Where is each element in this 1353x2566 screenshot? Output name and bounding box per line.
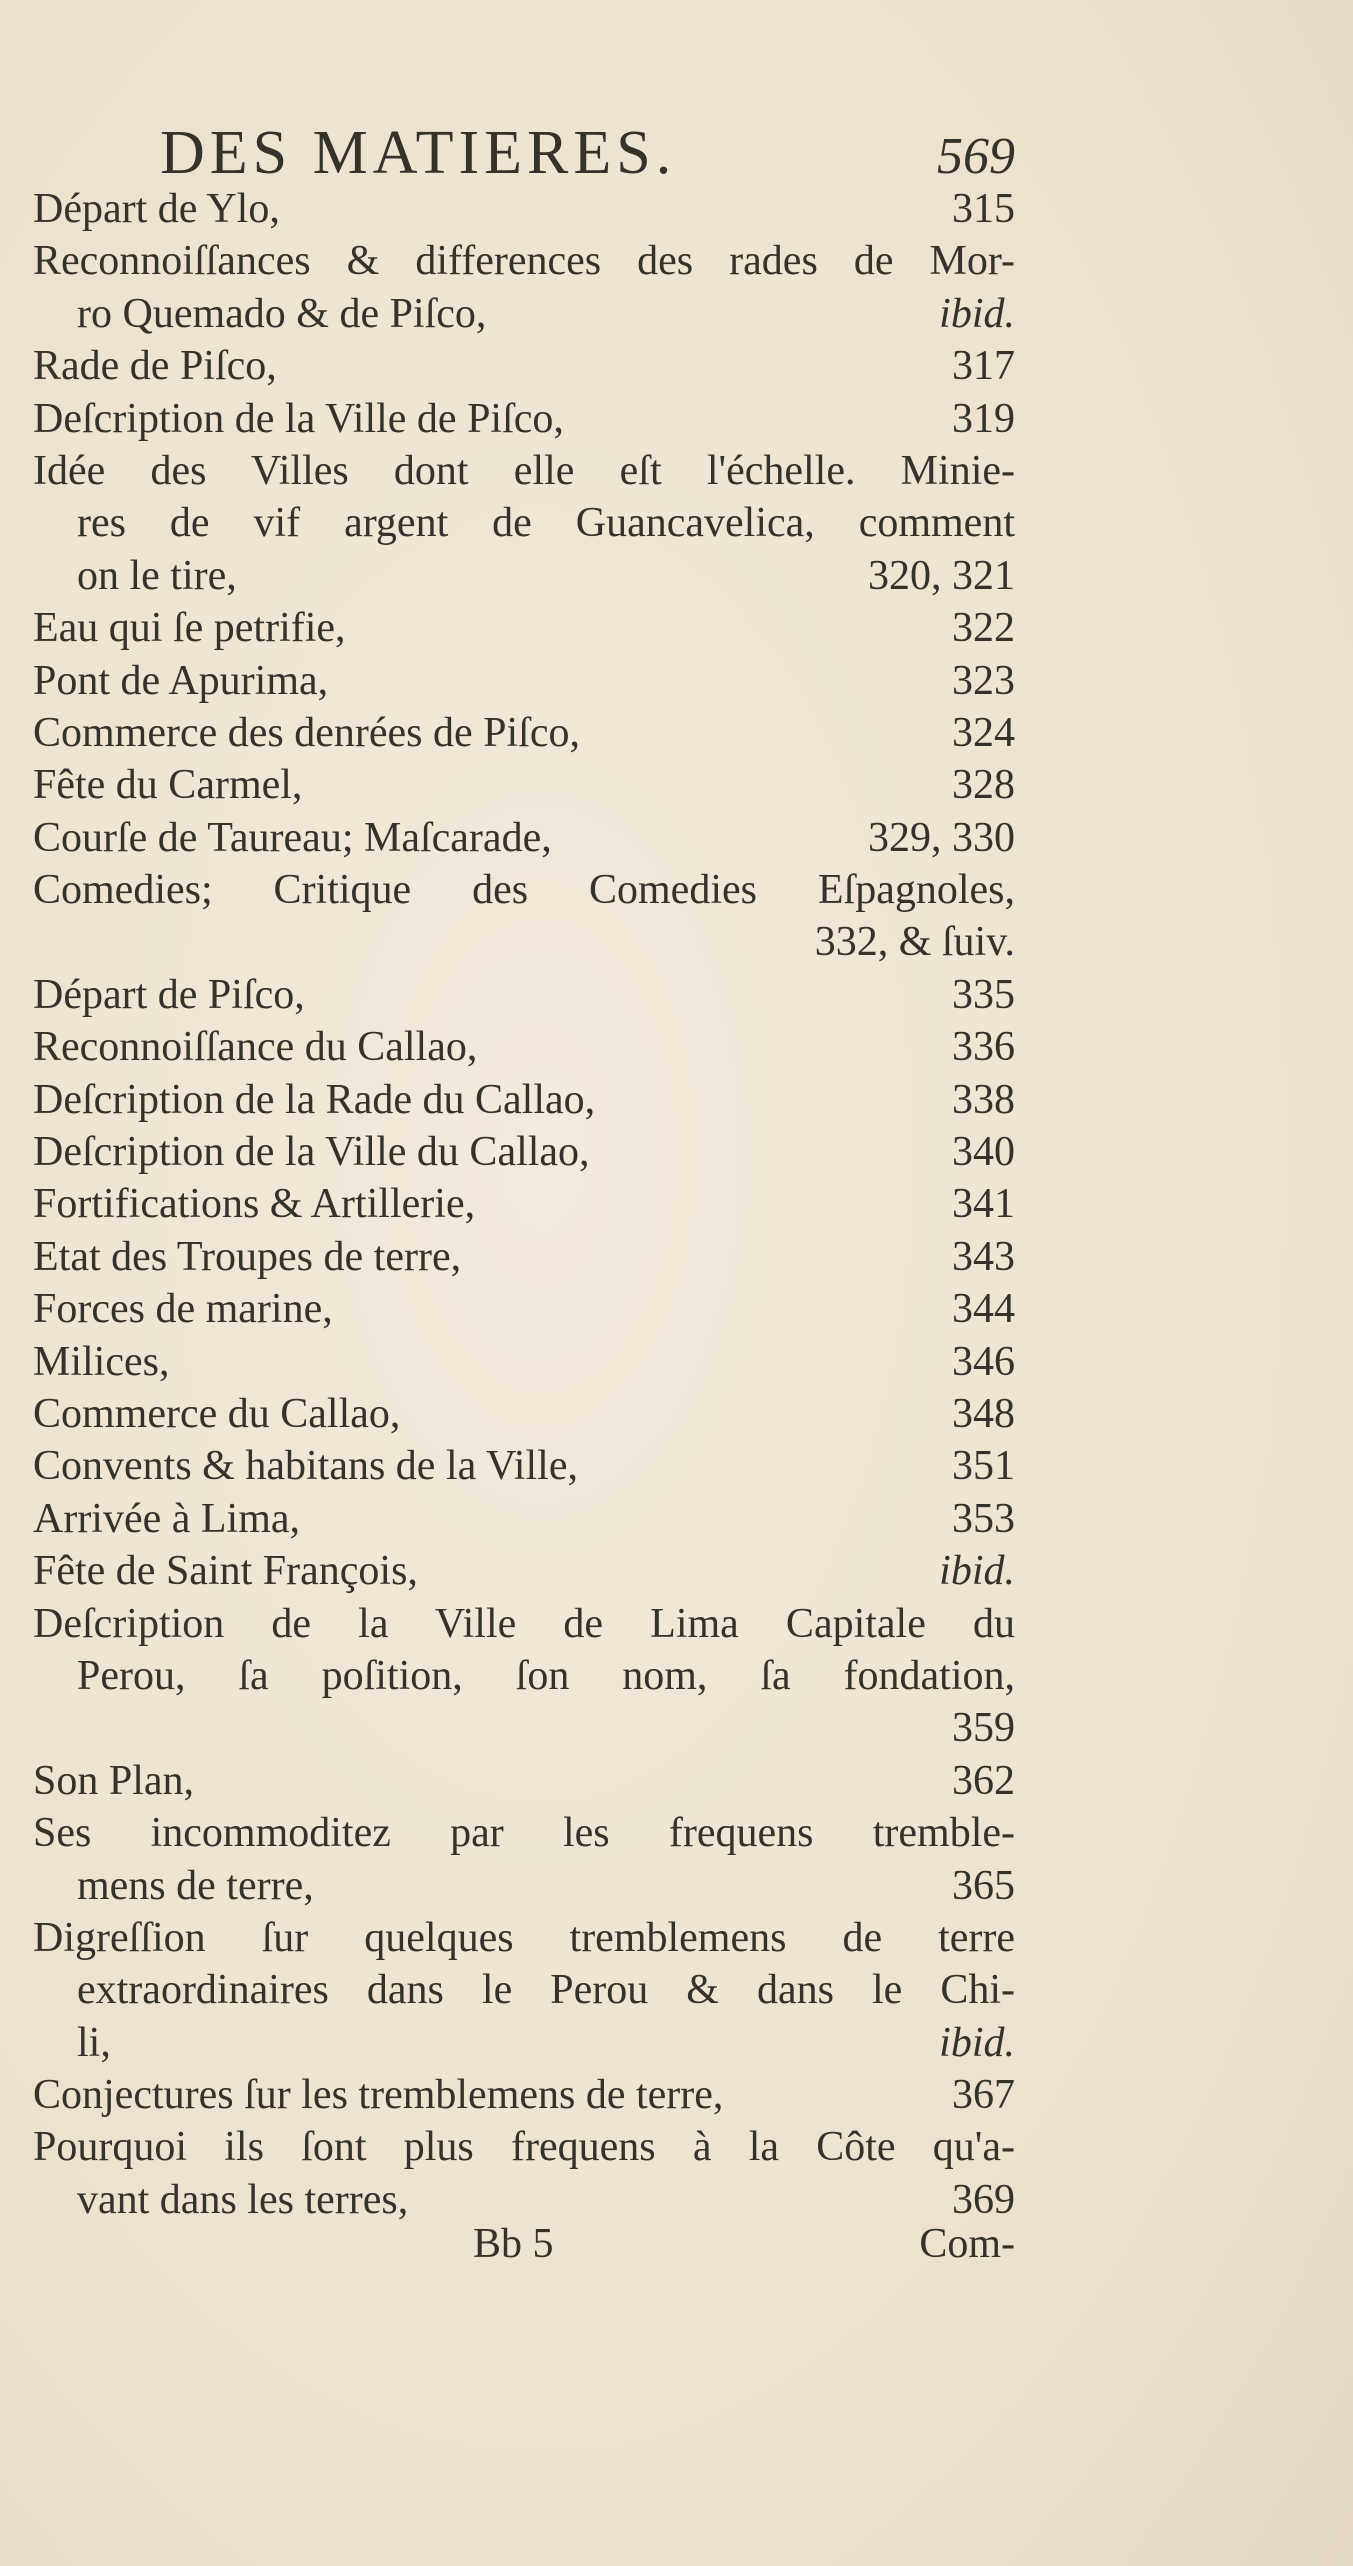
entry-text: Fête du Carmel, [33,762,303,809]
index-line [33,1493,1015,1545]
entry-page-ref: 362 [952,1757,1015,1804]
entry-page-ref: ibid. [939,2019,1015,2066]
index-line [33,550,1015,602]
catchword: Com- [919,2221,1015,2267]
entry-text: Digreſſion ſur quelques tremblemens de terre [33,1914,1015,1961]
entry-text [33,1702,934,1754]
entry-page-ref: 329, 330 [868,814,1015,861]
index-line [33,235,1015,287]
index-line [33,393,1015,445]
index-line [33,1440,1015,1492]
entry-page-ref: 367 [952,2072,1015,2119]
entry-text: Départ de Ylo, [33,186,280,232]
entry-page-ref: 369 [952,2176,1015,2223]
page-footer [33,2218,1015,2270]
entry-text: li, [77,2019,111,2066]
entry-text: Fête de Saint François, [33,1548,418,1595]
entry-text: Forces de marine, [33,1286,333,1333]
index-line [33,1126,1015,1178]
index-line [33,1021,1015,1073]
entry-text: Ses incommoditez par les frequens tremble- [33,1810,1015,1857]
index-line [33,445,1015,497]
entry-page-ref: 344 [952,1286,1015,1333]
index-line [33,1074,1015,1126]
entry-page-ref: ibid. [939,290,1015,337]
entry-text: on le tire, [77,552,237,599]
entry-text: Deſcription de la Rade du Callao, [33,1076,596,1123]
entry-page-ref: 322 [952,605,1015,652]
entry-page-ref: 365 [952,1862,1015,1909]
index-line [33,969,1015,1021]
entry-text: Deſcription de la Ville de Piſco, [33,395,564,442]
index-entries [33,183,1015,2226]
index-line [33,2121,1015,2173]
entry-text: Conjectures ſur les tremblemens de terre, [33,2072,724,2119]
index-line [33,1912,1015,1964]
index-line [33,1388,1015,1440]
entry-page-ref: 343 [952,1233,1015,1280]
page-number: 569 [937,128,1015,185]
index-line [33,1702,1015,1754]
entry-text: vant dans les terres, [77,2176,409,2223]
index-line [33,1178,1015,1230]
index-line [33,1650,1015,1702]
entry-page-ref: 317 [952,343,1015,390]
index-line [33,340,1015,392]
entry-page-ref: 332, & ſuiv. [814,919,1015,966]
index-line [33,1860,1015,1912]
index-line [33,497,1015,549]
index-line [33,602,1015,654]
entry-page-ref: 323 [952,657,1015,704]
entry-page-ref: 341 [952,1181,1015,1228]
entry-text: ro Quemado & de Piſco, [77,290,487,337]
entry-page-ref: 328 [952,762,1015,809]
index-line [33,1598,1015,1650]
entry-text: Eau qui ſe petrifie, [33,605,346,652]
entry-page-ref: 335 [952,971,1015,1018]
entry-text: Deſcription de la Ville de Lima Capitale du [33,1600,1015,1647]
entry-text: Convents & habitans de la Ville, [33,1443,578,1490]
entry-page-ref: 353 [952,1495,1015,1542]
entry-page-ref: 320, 321 [868,552,1015,599]
index-line [33,707,1015,759]
index-line [33,183,1015,235]
entry-text [33,916,797,968]
entry-text: Comedies; Critique des Comedies Eſpagnoles, [33,867,1015,914]
index-line [33,288,1015,340]
entry-text: res de vif argent de Guancavelica, comment [77,500,1015,547]
index-line [33,1231,1015,1283]
entry-text: Pont de Apurima, [33,657,329,704]
index-line [33,864,1015,916]
index-line [33,1336,1015,1388]
entry-text: Arrivée à Lima, [33,1495,301,1542]
entry-page-ref: 348 [952,1390,1015,1437]
entry-text: Fortifications & Artillerie, [33,1181,476,1228]
entry-text: extraordinaires dans le Perou & dans le Chi- [77,1967,1015,2014]
entry-text: Reconnoiſſance du Callao, [33,1024,478,1071]
entry-text: Reconnoiſſances & differences des rades de Mor- [33,238,1015,285]
entry-text: Commerce du Callao, [33,1390,401,1437]
index-line [33,1755,1015,1807]
entry-text: Commerce des denrées de Piſco, [33,709,580,756]
entry-text: Deſcription de la Ville du Callao, [33,1129,590,1176]
entry-page-ref: 351 [952,1443,1015,1490]
index-line [33,1807,1015,1859]
entry-text: Pourquoi ils ſont plus frequens à la Côte qu'a- [33,2124,1015,2171]
index-line [33,812,1015,864]
index-line [33,655,1015,707]
entry-page-ref: ibid. [939,1548,1015,1595]
entry-text: Départ de Piſco, [33,971,305,1018]
header-title: DES MATIERES. [160,119,677,187]
entry-page-ref: 346 [952,1338,1015,1385]
entry-text: Milices, [33,1338,170,1385]
entry-text: Courſe de Taureau; Maſcarade, [33,814,552,861]
entry-page-ref: 340 [952,1129,1015,1176]
entry-page-ref: 338 [952,1076,1015,1123]
entry-page-ref: 315 [952,186,1015,232]
running-header [160,118,1015,188]
entry-page-ref: 359 [952,1705,1015,1752]
index-line [33,759,1015,811]
index-line [33,1283,1015,1335]
entry-text: Rade de Piſco, [33,343,277,390]
index-line [33,916,1015,968]
signature-mark: Bb 5 [473,2221,554,2267]
entry-text: Etat des Troupes de terre, [33,1233,462,1280]
entry-text: Idée des Villes dont elle eſt l'échelle. Minie- [33,447,1015,494]
entry-text: mens de terre, [77,1862,314,1909]
index-line [33,2017,1015,2069]
entry-text: Perou, ſa poſition, ſon nom, ſa fondation, [77,1652,1015,1699]
index-line [33,1545,1015,1597]
index-line [33,2069,1015,2121]
entry-text: Son Plan, [33,1757,195,1804]
entry-page-ref: 324 [952,709,1015,756]
entry-page-ref: 319 [952,395,1015,442]
entry-page-ref: 336 [952,1024,1015,1071]
index-line [33,1964,1015,2016]
